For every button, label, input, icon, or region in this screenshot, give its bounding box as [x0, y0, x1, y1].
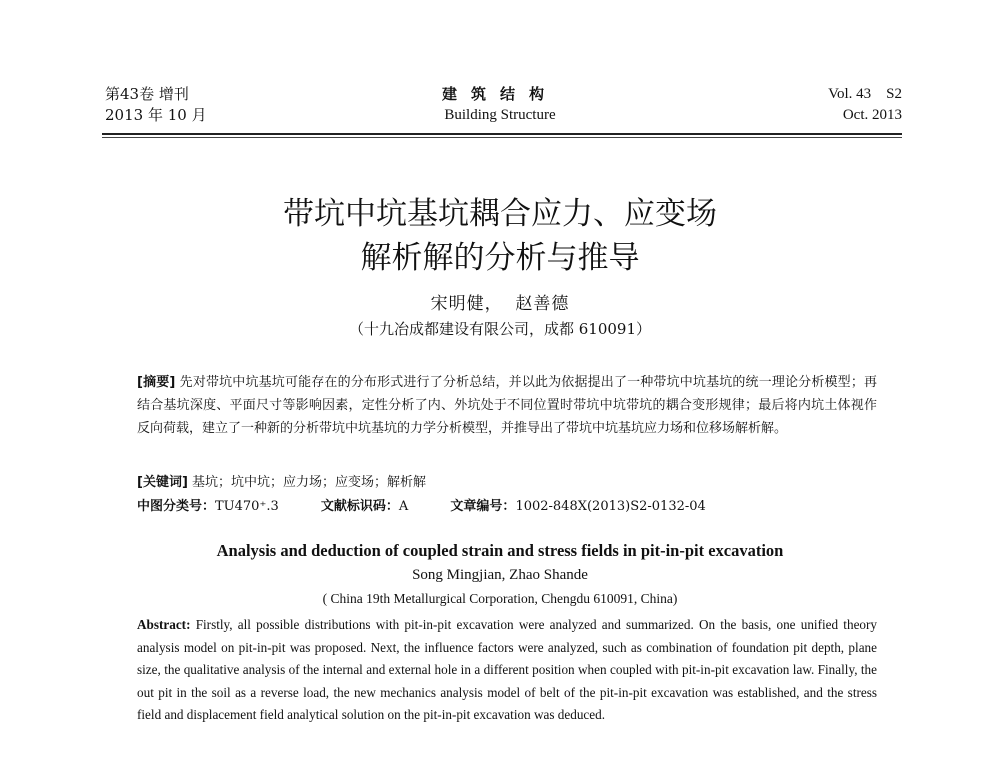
date-en: Oct. 2013	[842, 107, 902, 123]
date-cn: 2013 年 10 月	[105, 106, 207, 124]
english-abstract-text: Firstly, all possible distributions with pit-in-pit excavation were analyzed and summarized. On the basis, one unified theory analysis model on pit-in-pit was proposed. Next, the influence factors were analyzed, such as combination of foundation pit depth, plane size, the qualitative analysis of the internal and external hole in a different position when coupled with pit-in-pit excavation law. Finally, the out pit in the soil as a reverse load, the new mechanics analysis model of belt of the pit-in-pit excavation was established, and the stress field and displacement field analytical solution on the pit-in-pit excavation was deduced.	[137, 617, 878, 723]
keywords-cn-text: 基坑；坑中坑；应力场；应变场；解析解	[192, 475, 427, 490]
abstract-cn-label: [摘要]	[137, 375, 176, 390]
keywords-cn	[137, 471, 426, 490]
classification-line	[137, 495, 744, 514]
header-rule-thin	[102, 137, 902, 138]
journal-name-cn: 建筑结构	[441, 85, 558, 103]
english-title: Analysis and deduction of coupled strain and stress fields in pit-in-pit excavation	[216, 541, 784, 560]
keywords-cn-label: [关键词]	[137, 475, 188, 490]
authors-cn: 宋明健， 赵善德	[430, 294, 570, 314]
abstract-cn-text: 先对带坑中坑基坑可能存在的分布形式进行了分析总结，并以此为依据提出了一种带坑中坑基坑的统一理论分析模型；再结合基坑深度、平面尺寸等影响因素，定性分析了内、外坑处于不同位置时带坑中坑带坑的耦合变形规律；最后将内坑土体视作反向荷载，建立了一种新的分析带坑中坑基坑的力学分析模型，并推导出了带坑中坑基坑应力场和位移场解析解。	[137, 375, 877, 436]
article-no-value: 1002-848X(2013)S2-0132-04	[515, 499, 706, 514]
abstract-cn	[137, 371, 877, 440]
article-no-label: 文章编号：	[450, 499, 516, 514]
english-abstract-label: Abstract:	[137, 617, 191, 632]
paper-title-line2: 解析解的分析与推导	[360, 240, 640, 276]
volume-cn: 第43卷 增刊	[105, 85, 189, 103]
header-rule-thick	[102, 133, 902, 135]
english-affiliation: ( China 19th Metallurgical Corporation, Chengdu 610091, China)	[322, 591, 678, 606]
journal-name-en: Building Structure	[444, 107, 556, 123]
volume-en: Vol. 43 S2	[828, 86, 902, 102]
clc-value: TU470⁺.3	[215, 499, 279, 514]
paper-title-line1: 带坑中坑基坑耦合应力、应变场	[283, 196, 717, 232]
english-authors: Song Mingjian, Zhao Shande	[412, 567, 588, 583]
english-abstract	[137, 614, 877, 727]
affiliation-cn: （十九冶成都建设有限公司，成都 610091）	[348, 320, 652, 338]
doc-code-value: A	[398, 499, 409, 514]
clc-label: 中图分类号：	[137, 499, 216, 514]
journal-volume-en	[828, 84, 902, 126]
doc-code-label: 文献标识码：	[320, 499, 399, 514]
